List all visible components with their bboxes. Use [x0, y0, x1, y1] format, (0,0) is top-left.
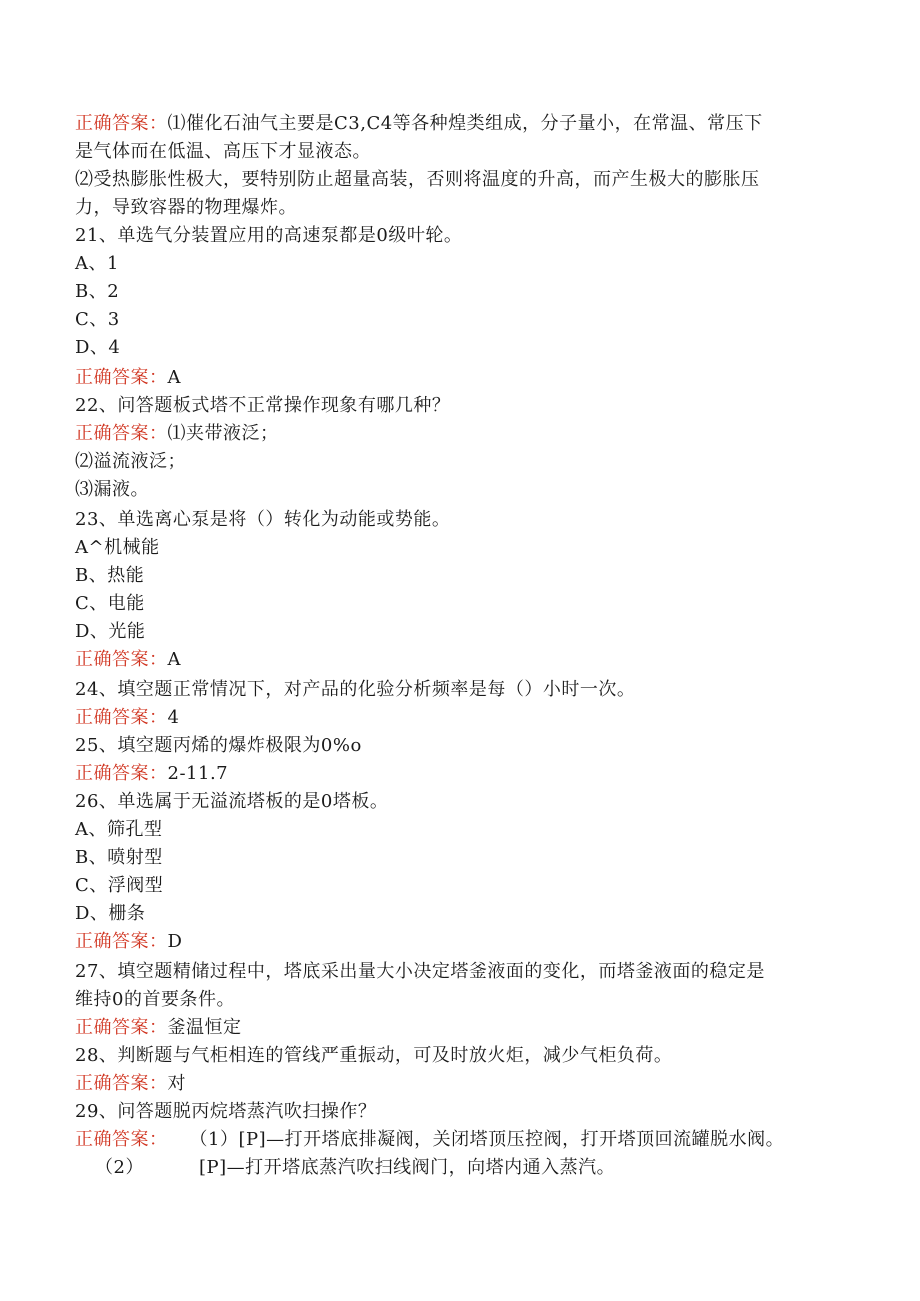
text-line: 力，导致容器的物理爆炸。	[75, 197, 297, 218]
question-22: 22、问答题板式塔不正常操作现象有哪几种？	[75, 395, 451, 416]
option-d: D、4	[75, 337, 121, 358]
answer-line	[75, 420, 860, 448]
text-line: ⑵溢流液泛；	[75, 451, 186, 472]
answer-line	[75, 1126, 860, 1154]
answer-text: A	[167, 367, 181, 388]
answer-label: 正确答案：	[75, 1129, 168, 1150]
option-d: D、光能	[75, 621, 146, 642]
option-b: B、喷射型	[75, 847, 163, 868]
answer-text: D	[167, 931, 183, 952]
answer-line	[75, 1070, 860, 1098]
answer-line	[75, 110, 860, 138]
answer-text: A	[167, 649, 181, 670]
answer-text: 釜温恒定	[167, 1017, 242, 1038]
answer-text: 2-11.7	[167, 763, 229, 784]
answer-text: （1）[P]—打开塔底排凝阀，关闭塔顶压控阀，打开塔顶回流罐脱水阀。	[189, 1129, 785, 1150]
answer-label: 正确答案：	[75, 113, 168, 134]
answer-text: ⑴催化石油气主要是C3,C4等各种煌类组成，分子量小，在常温、常压下	[167, 113, 763, 134]
question-25: 25、填空题丙烯的爆炸极限为0%o	[75, 735, 362, 756]
question-27: 27、填空题精储过程中，塔底采出量大小决定塔釜液面的变化，而塔釜液面的稳定是	[75, 961, 765, 982]
option-c: C、浮阀型	[75, 875, 164, 896]
answer-text: 4	[167, 707, 180, 728]
answer-label: 正确答案：	[75, 649, 168, 670]
answer-label: 正确答案：	[75, 1073, 168, 1094]
text-line: ⑶漏液。	[75, 479, 149, 500]
answer-line	[75, 704, 860, 732]
answer-line	[75, 760, 860, 788]
answer-label: 正确答案：	[75, 763, 168, 784]
option-a: A、1	[75, 253, 119, 274]
question-29: 29、问答题脱丙烷塔蒸汽吹扫操作？	[75, 1101, 377, 1122]
option-d: D、栅条	[75, 903, 146, 924]
option-b: B、热能	[75, 565, 145, 586]
answer-text: 对	[167, 1073, 186, 1094]
text-line: 是气体而在低温、高压下才显液态。	[75, 141, 371, 162]
question-28: 28、判断题与气柜相连的管线严重振动，可及时放火炬，减少气柜负荷。	[75, 1045, 673, 1066]
answer-label: 正确答案：	[75, 707, 168, 728]
answer-line	[75, 364, 860, 392]
answer-label: 正确答案：	[75, 423, 168, 444]
answer-label: 正确答案：	[75, 1017, 168, 1038]
option-c: C、电能	[75, 593, 145, 614]
answer-line	[75, 1014, 860, 1042]
answer-text: ⑴夹带液泛；	[167, 423, 279, 444]
text-line: 维持0的首要条件。	[75, 989, 235, 1010]
answer-label: 正确答案：	[75, 931, 168, 952]
option-b: B、2	[75, 281, 120, 302]
answer-line	[75, 646, 860, 674]
question-26: 26、单选属于无溢流塔板的是0塔板。	[75, 791, 389, 812]
text-line: ⑵受热膨胀性极大，要特别防止超量高装，否则将温度的升高，而产生极大的膨胀压	[75, 169, 760, 190]
step-number: （2）	[95, 1157, 144, 1178]
question-24: 24、填空题正常情况下，对产品的化验分析频率是每（）小时一次。	[75, 679, 636, 700]
question-21: 21、单选气分装置应用的高速泵都是0级叶轮。	[75, 225, 463, 246]
step-text: [P]—打开塔底蒸汽吹扫线阀门，向塔内通入蒸汽。	[198, 1157, 616, 1178]
answer-label: 正确答案：	[75, 367, 168, 388]
answer-line	[75, 928, 860, 956]
option-a: A^机械能	[75, 537, 160, 558]
text-line	[95, 1154, 860, 1182]
option-c: C、3	[75, 309, 120, 330]
option-a: A、筛孔型	[75, 819, 163, 840]
question-23: 23、单选离心泵是将（）转化为动能或势能。	[75, 509, 451, 530]
